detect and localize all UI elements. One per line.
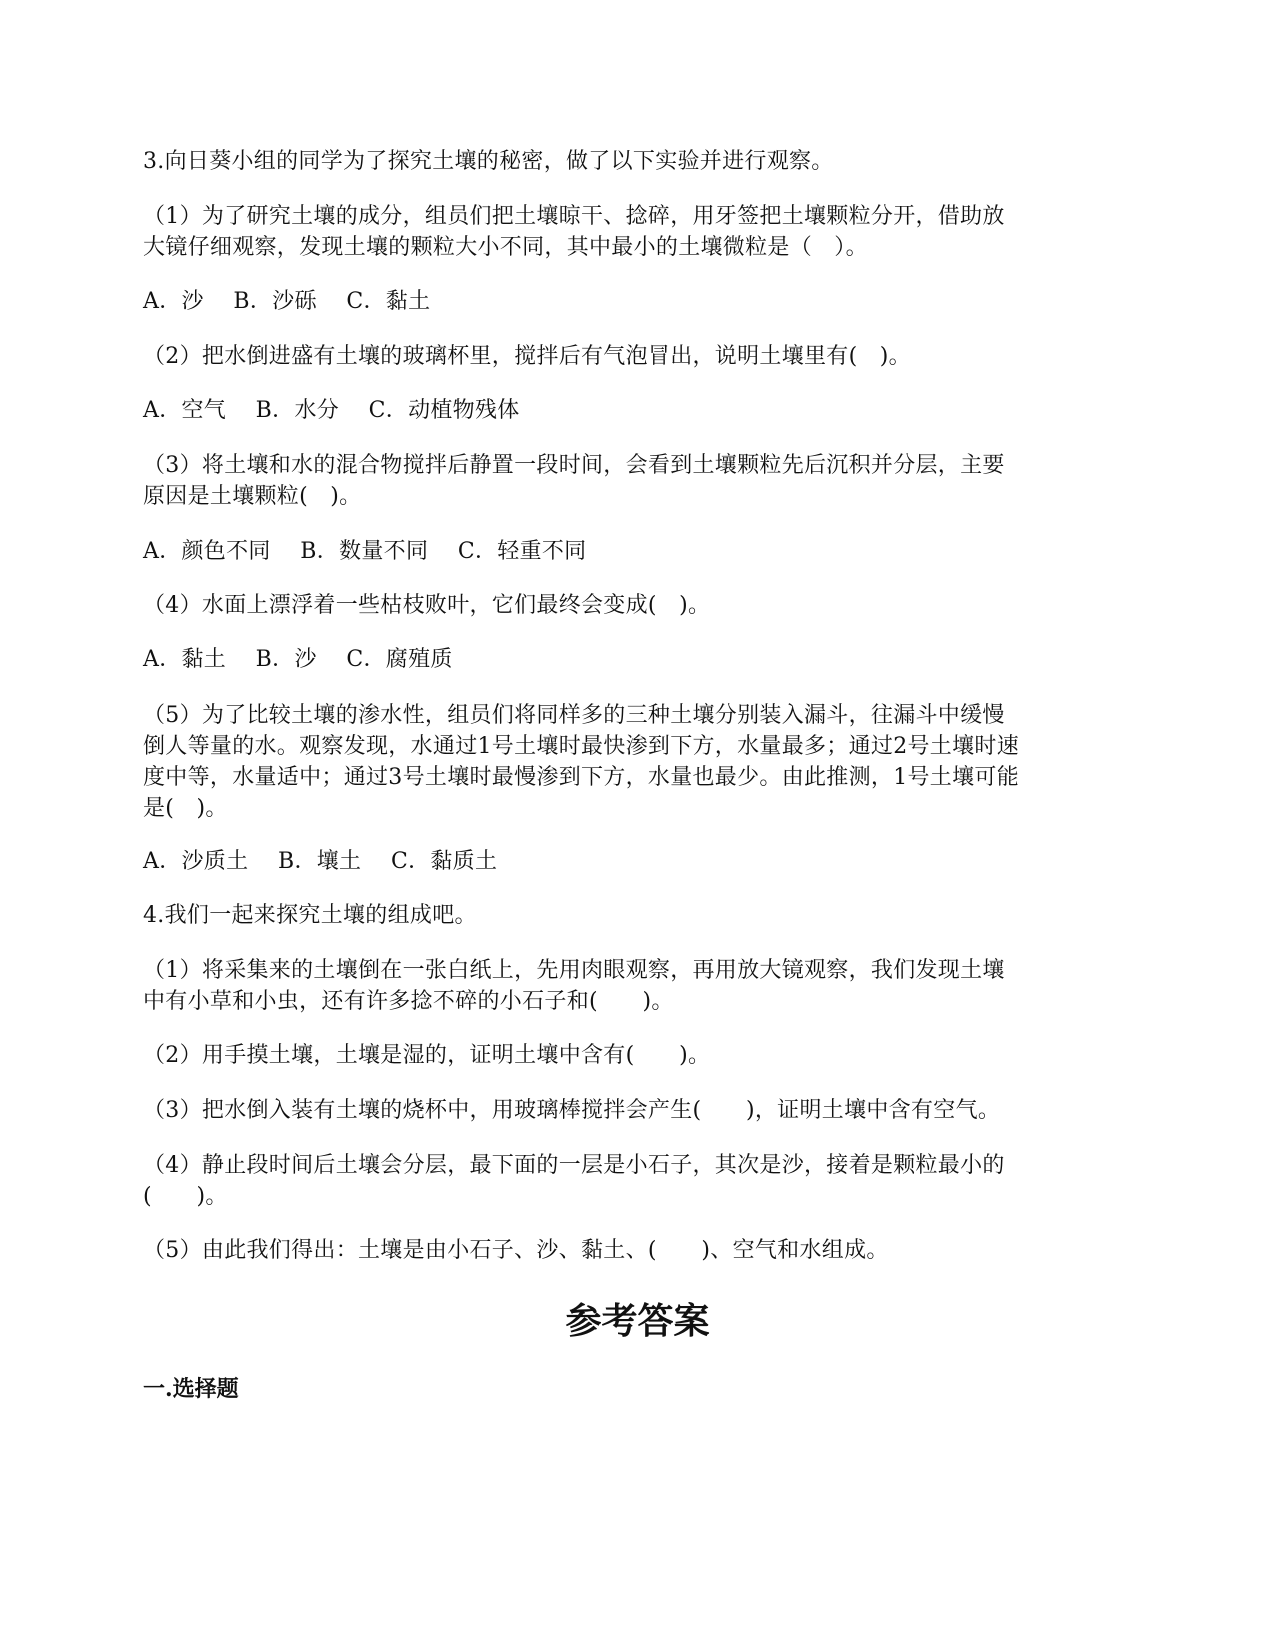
text-line: （4）静止段时间后土壤会分层，最下面的一层是小石子，其次是沙，接着是颗粒最小的 <box>143 1153 1005 1178</box>
text-line: （2）把水倒进盛有土壤的玻璃杯里，搅拌后有气泡冒出，说明土壤里有( )。 <box>143 344 911 369</box>
text-line: 度中等，水量适中；通过3号土壤时最慢渗到下方，水量也最少。由此推测，1号土壤可能 <box>143 765 1019 790</box>
answer-options <box>143 536 1083 567</box>
text-line: ( )。 <box>143 1184 228 1209</box>
question-paragraph <box>143 450 1083 512</box>
answer-options <box>143 395 1083 426</box>
text-line: 原因是土壤颗粒( )。 <box>143 484 362 509</box>
answer-options <box>143 286 1083 317</box>
text-line: （4）水面上漂浮着一些枯枝败叶，它们最终会变成( )。 <box>143 593 711 618</box>
answer-options <box>143 846 1083 877</box>
question-paragraph <box>143 900 1083 931</box>
text-line: （2）用手摸土壤，土壤是湿的，证明土壤中含有( )。 <box>143 1043 711 1068</box>
question-paragraph <box>143 201 1083 263</box>
text-line: 中有小草和小虫，还有许多捻不碎的小石子和( )。 <box>143 989 674 1014</box>
text-line: （1）将采集来的土壤倒在一张白纸上，先用肉眼观察，再用放大镜观察，我们发现土壤 <box>143 958 1005 983</box>
text-line: （5）为了比较土壤的渗水性，组员们将同样多的三种土壤分别装入漏斗，往漏斗中缓慢 <box>143 703 1005 728</box>
text-line: A．沙 B．沙砾 C．黏土 <box>143 289 431 314</box>
question-paragraph <box>143 1095 1083 1126</box>
text-line: 4.我们一起来探究土壤的组成吧。 <box>143 903 477 928</box>
question-paragraph <box>143 1235 1083 1266</box>
text-line: （5）由此我们得出：土壤是由小石子、沙、黏土、( )、空气和水组成。 <box>143 1238 889 1263</box>
answer-title: 参考答案 <box>565 1300 710 1342</box>
text-line: A．沙质土 B．壤土 C．黏质土 <box>143 849 498 874</box>
question-paragraph <box>143 700 1083 824</box>
text-line: 3.向日葵小组的同学为了探究土壤的秘密，做了以下实验并进行观察。 <box>143 149 834 174</box>
question-paragraph <box>143 146 1083 177</box>
question-paragraph <box>143 341 1083 372</box>
question-paragraph <box>143 1040 1083 1071</box>
text-line: 大镜仔细观察，发现土壤的颗粒大小不同，其中最小的土壤微粒是（ ）。 <box>143 235 868 260</box>
text-line: （3）把水倒入装有土壤的烧杯中，用玻璃棒搅拌会产生( )，证明土壤中含有空气。 <box>143 1098 1001 1123</box>
text-line: 倒人等量的水。观察发现，水通过1号土壤时最快渗到下方，水量最多；通过2号土壤时速 <box>143 734 1019 759</box>
text-line: （3）将土壤和水的混合物搅拌后静置一段时间，会看到土壤颗粒先后沉积并分层，主要 <box>143 453 1005 478</box>
text-line: （1）为了研究土壤的成分，组员们把土壤晾干、捻碎，用牙签把土壤颗粒分开，借助放 <box>143 204 1005 229</box>
question-paragraph <box>143 1150 1083 1212</box>
text-line: A．空气 B．水分 C．动植物残体 <box>143 398 520 423</box>
question-paragraph <box>143 955 1083 1017</box>
answer-options <box>143 644 1083 675</box>
text-line: A．黏土 B．沙 C．腐殖质 <box>143 647 453 672</box>
text-line: 是( )。 <box>143 796 228 821</box>
text-line: A．颜色不同 B．数量不同 C．轻重不同 <box>143 539 587 564</box>
section-heading: 一.选择题 <box>143 1376 239 1402</box>
question-paragraph <box>143 590 1083 621</box>
